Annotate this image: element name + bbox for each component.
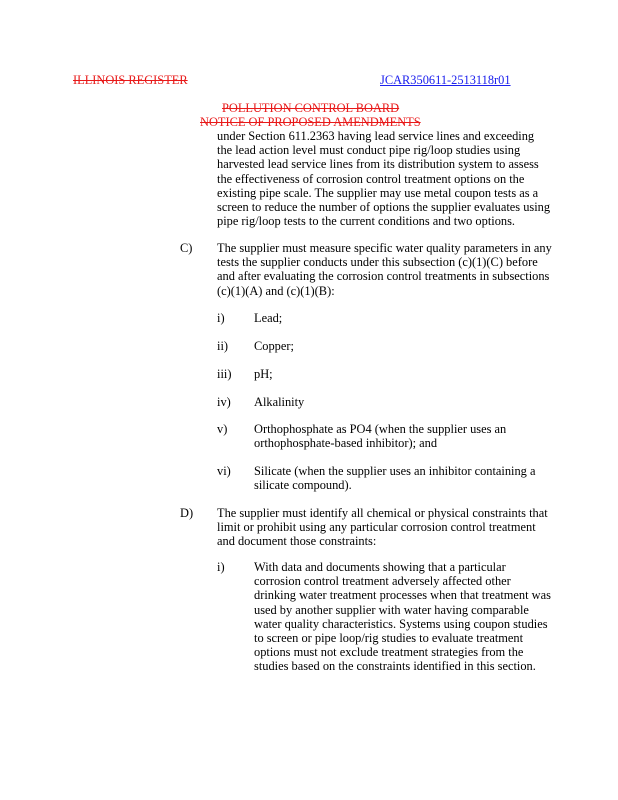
list-item: Lead; bbox=[254, 311, 283, 325]
text-line: to screen or pipe loop/rig studies to evaluate treatment bbox=[254, 631, 524, 646]
section-c-text bbox=[217, 241, 552, 298]
list-item: Alkalinity bbox=[254, 395, 305, 409]
text-line: screen to reduce the number of options the supplier evaluates using bbox=[217, 200, 551, 215]
list-item bbox=[254, 560, 551, 674]
section-d-text bbox=[217, 506, 548, 549]
text-line: existing pipe scale. The supplier may use metal coupon tests as a bbox=[217, 185, 539, 200]
notice-title: NOTICE OF PROPOSED AMENDMENTS bbox=[200, 115, 421, 129]
text-line: the lead action level must conduct pipe rig/loop studies using bbox=[217, 143, 521, 158]
text-line: silicate compound). bbox=[254, 478, 352, 493]
register-title: ILLINOIS REGISTER bbox=[73, 73, 188, 87]
text-line: options must not exclude treatment strategies from the bbox=[254, 645, 524, 660]
text-line: used by another supplier with water having comparable bbox=[254, 602, 529, 617]
agency-title: POLLUTION CONTROL BOARD bbox=[222, 101, 400, 115]
text-line: The supplier must identify all chemical or physical constraints that bbox=[217, 506, 548, 520]
text-line: studies based on the constraints identified in this section. bbox=[254, 659, 536, 674]
list-item: Copper; bbox=[254, 339, 294, 353]
item-marker: iv) bbox=[217, 395, 231, 409]
text-line: under Section 611.2363 having lead service lines and exceeding bbox=[217, 129, 535, 143]
text-line: corrosion control treatment adversely affected other bbox=[254, 574, 511, 589]
text-line: The supplier must measure specific water quality parameters in any bbox=[217, 241, 552, 255]
text-line: Silicate (when the supplier uses an inhibitor containing a bbox=[254, 464, 536, 478]
text-line: Orthophosphate as PO4 (when the supplier uses an bbox=[254, 422, 507, 436]
section-c-marker: C) bbox=[180, 241, 193, 255]
item-marker: ii) bbox=[217, 339, 229, 353]
item-marker: vi) bbox=[217, 464, 231, 478]
text-line: limit or prohibit using any particular corrosion control treatment bbox=[217, 520, 536, 535]
text-line: tests the supplier conducts under this subsection (c)(1)(C) before bbox=[217, 255, 538, 270]
list-item: pH; bbox=[254, 367, 273, 381]
text-line: orthophosphate-based inhibitor); and bbox=[254, 436, 438, 451]
list-item bbox=[254, 422, 506, 450]
text-line: drinking water treatment processes when that treatment was bbox=[254, 588, 551, 603]
text-line: pipe rig/loop tests to the current conditions and two options. bbox=[217, 214, 516, 229]
item-marker: i) bbox=[217, 311, 225, 325]
text-line: With data and documents showing that a particular bbox=[254, 560, 506, 574]
intro-paragraph bbox=[217, 129, 550, 228]
item-marker: v) bbox=[217, 422, 228, 436]
text-line: (c)(1)(A) and (c)(1)(B): bbox=[217, 283, 335, 298]
item-marker: iii) bbox=[217, 367, 232, 381]
text-line: harvested lead service lines from its distribution system to assess bbox=[217, 157, 539, 172]
list-item bbox=[254, 464, 535, 492]
item-marker: i) bbox=[217, 560, 225, 574]
jcar-reference: JCAR350611-2513118r01 bbox=[380, 73, 511, 87]
text-line: water quality characteristics. Systems using coupon studies bbox=[254, 616, 548, 631]
text-line: and document those constraints: bbox=[217, 534, 377, 549]
text-line: and after evaluating the corrosion control treatments in subsections bbox=[217, 269, 550, 284]
text-line: the effectiveness of corrosion control treatment options on the bbox=[217, 171, 525, 186]
section-d-marker: D) bbox=[180, 506, 194, 520]
